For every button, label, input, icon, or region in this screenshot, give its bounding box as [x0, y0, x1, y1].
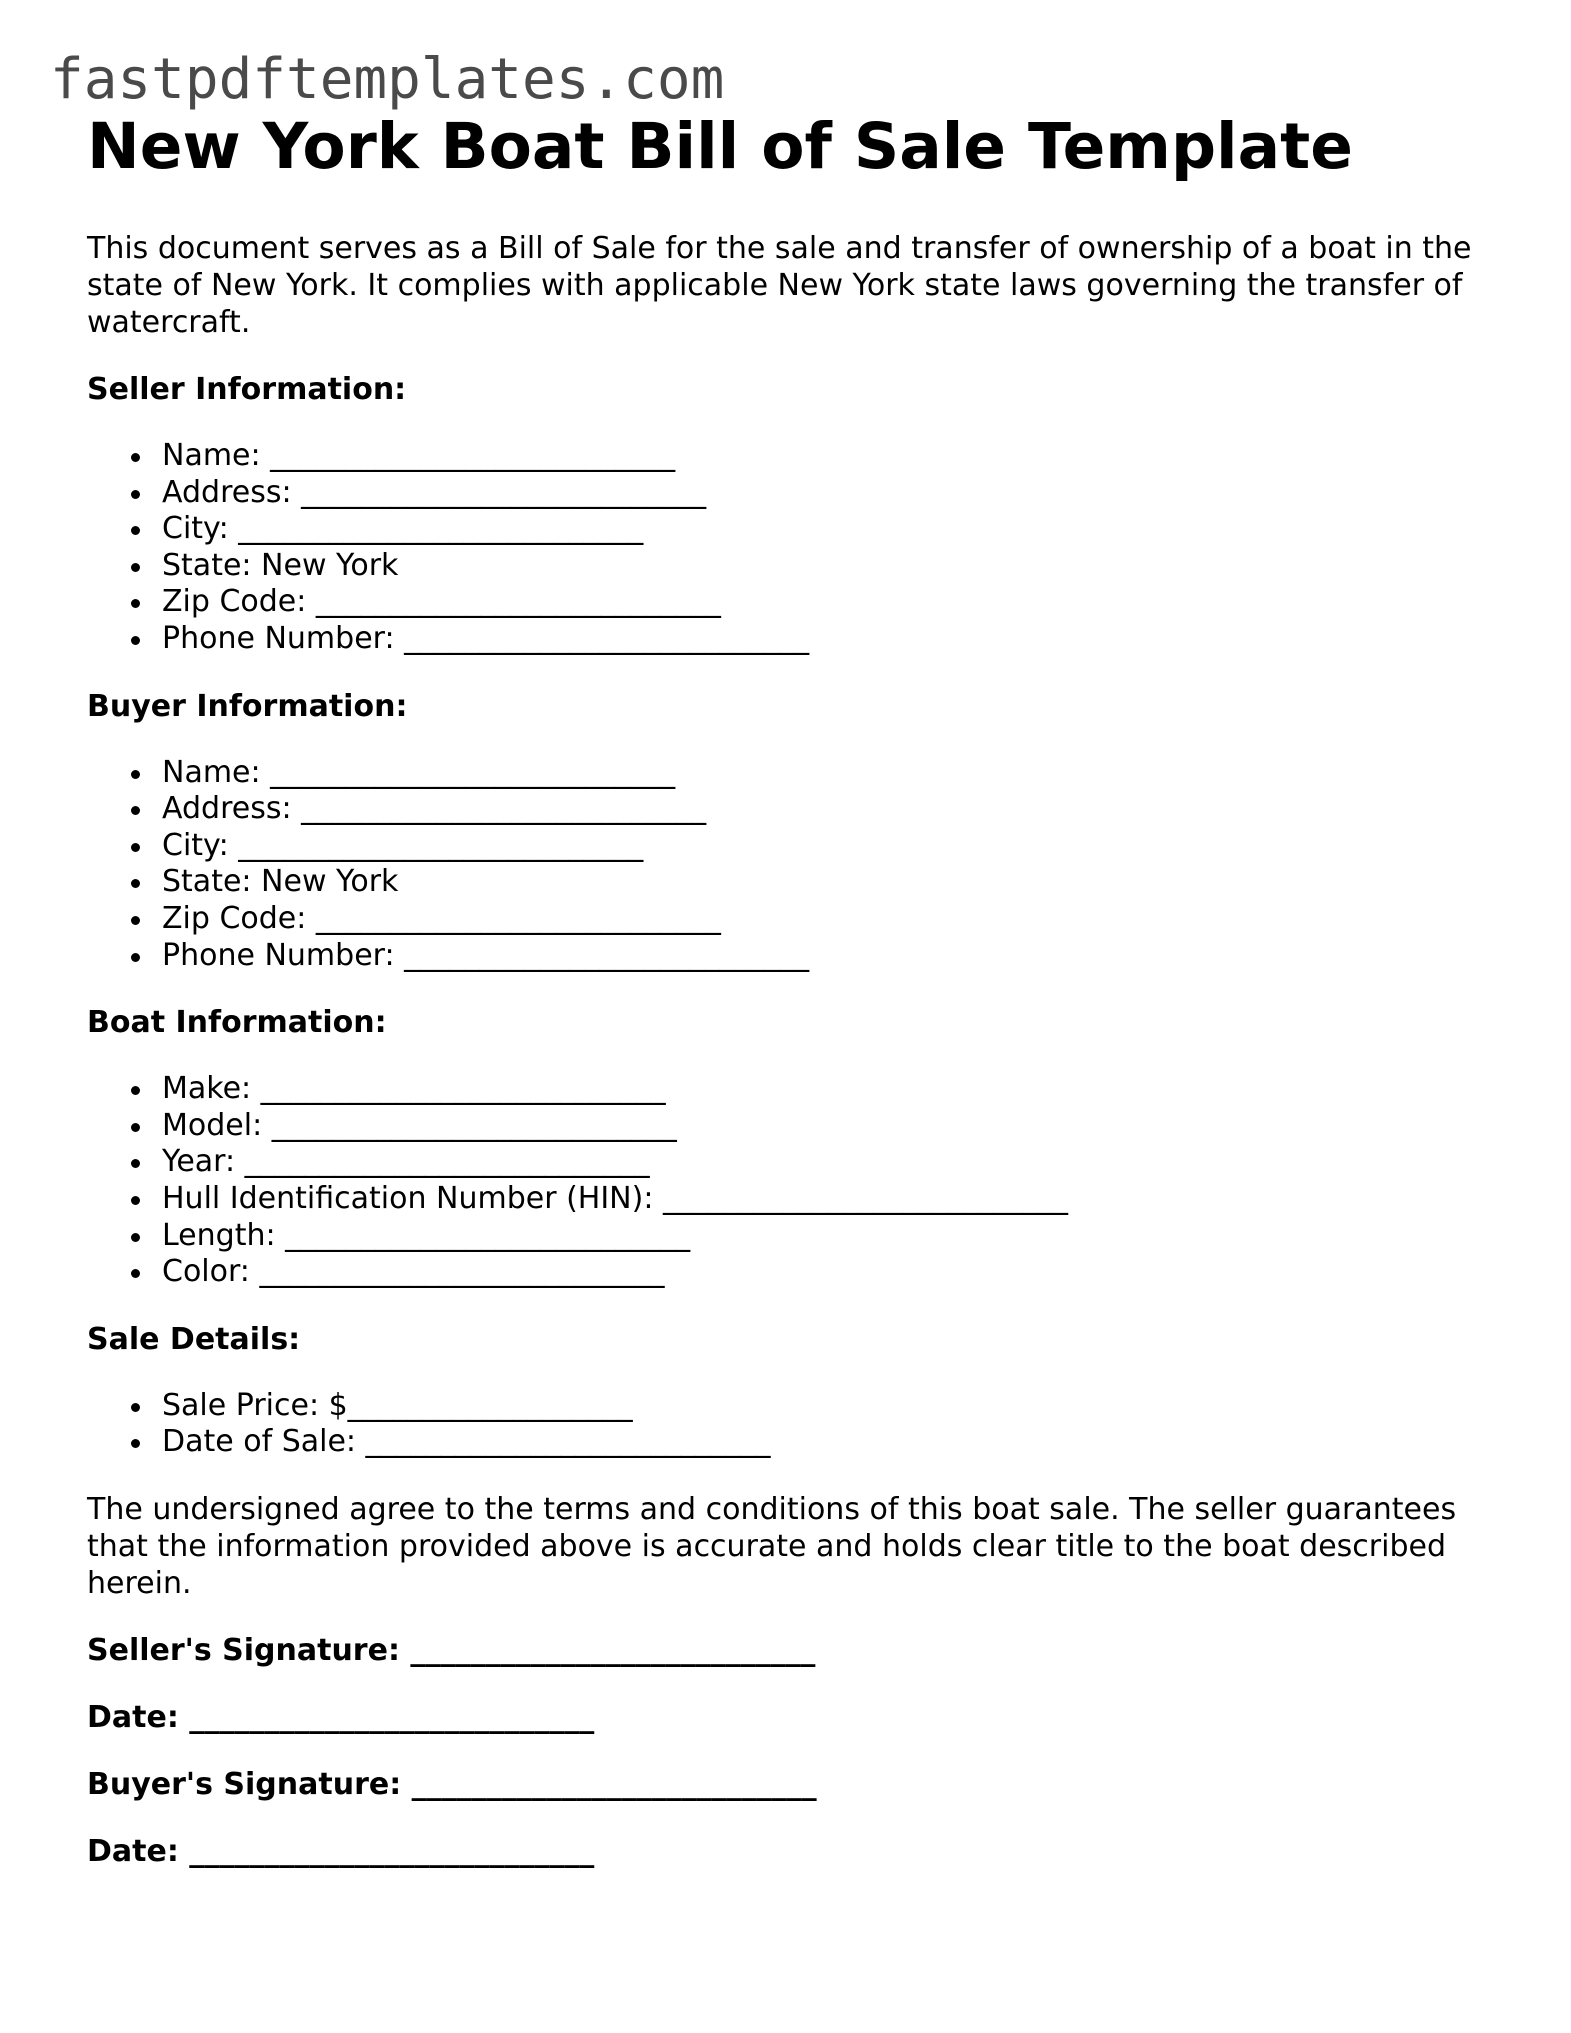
- seller-state-field: State: New York: [162, 548, 1487, 585]
- seller-zip-field: Zip Code: ___________________________: [162, 584, 1487, 621]
- seller-address-field: Address: ___________________________: [162, 475, 1487, 512]
- boat-color-field: Color: ___________________________: [162, 1254, 1487, 1291]
- sale-price-field: Sale Price: $___________________: [162, 1388, 1487, 1425]
- buyer-zip-field: Zip Code: ___________________________: [162, 901, 1487, 938]
- seller-phone-field: Phone Number: ___________________________: [162, 621, 1487, 658]
- boat-model-field: Model: ___________________________: [162, 1108, 1487, 1145]
- buyer-city-field: City: ___________________________: [162, 828, 1487, 865]
- boat-make-field: Make: ___________________________: [162, 1071, 1487, 1108]
- buyer-name-field: Name: ___________________________: [162, 755, 1487, 792]
- boat-section-heading: Boat Information:: [87, 1005, 387, 1041]
- buyer-signature-line: Buyer's Signature: ___________________________: [87, 1766, 817, 1802]
- seller-signature-line: Seller's Signature: ___________________________: [87, 1632, 816, 1668]
- boat-year-field: Year: ___________________________: [162, 1144, 1487, 1181]
- boat-hin-field: Hull Identification Number (HIN): ___________________________: [162, 1181, 1487, 1218]
- closing-paragraph: The undersigned agree to the terms and conditions of this boat sale. The seller guarantees that the information provided above is accurate and holds clear title to the boat described herein.: [87, 1491, 1457, 1601]
- sale-section-heading: Sale Details:: [87, 1321, 301, 1357]
- seller-field-list: [87, 438, 1487, 658]
- sale-field-list: [87, 1388, 1487, 1461]
- boat-length-field: Length: ___________________________: [162, 1218, 1487, 1255]
- intro-paragraph: This document serves as a Bill of Sale for the sale and transfer of ownership of a boat in the state of New York. It complies with applicable New York state laws governing the transfer of watercraft.: [87, 231, 1472, 340]
- buyer-address-field: Address: ___________________________: [162, 791, 1487, 828]
- buyer-phone-field: Phone Number: ___________________________: [162, 938, 1487, 975]
- buyer-state-field: State: New York: [162, 864, 1487, 901]
- seller-name-field: Name: ___________________________: [162, 438, 1487, 475]
- buyer-date-line: Date: ___________________________: [87, 1833, 595, 1869]
- page-title: New York Boat Bill of Sale Template: [87, 110, 1353, 183]
- seller-date-line: Date: ___________________________: [87, 1699, 595, 1735]
- boat-field-list: [87, 1071, 1487, 1291]
- document-body: [87, 108, 1487, 1870]
- sale-date-field: Date of Sale: ___________________________: [162, 1424, 1487, 1461]
- seller-city-field: City: ___________________________: [162, 511, 1487, 548]
- watermark: fastpdftemplates.com: [50, 47, 725, 112]
- seller-section-heading: Seller Information:: [87, 372, 407, 407]
- buyer-field-list: [87, 755, 1487, 975]
- buyer-section-heading: Buyer Information:: [87, 688, 408, 724]
